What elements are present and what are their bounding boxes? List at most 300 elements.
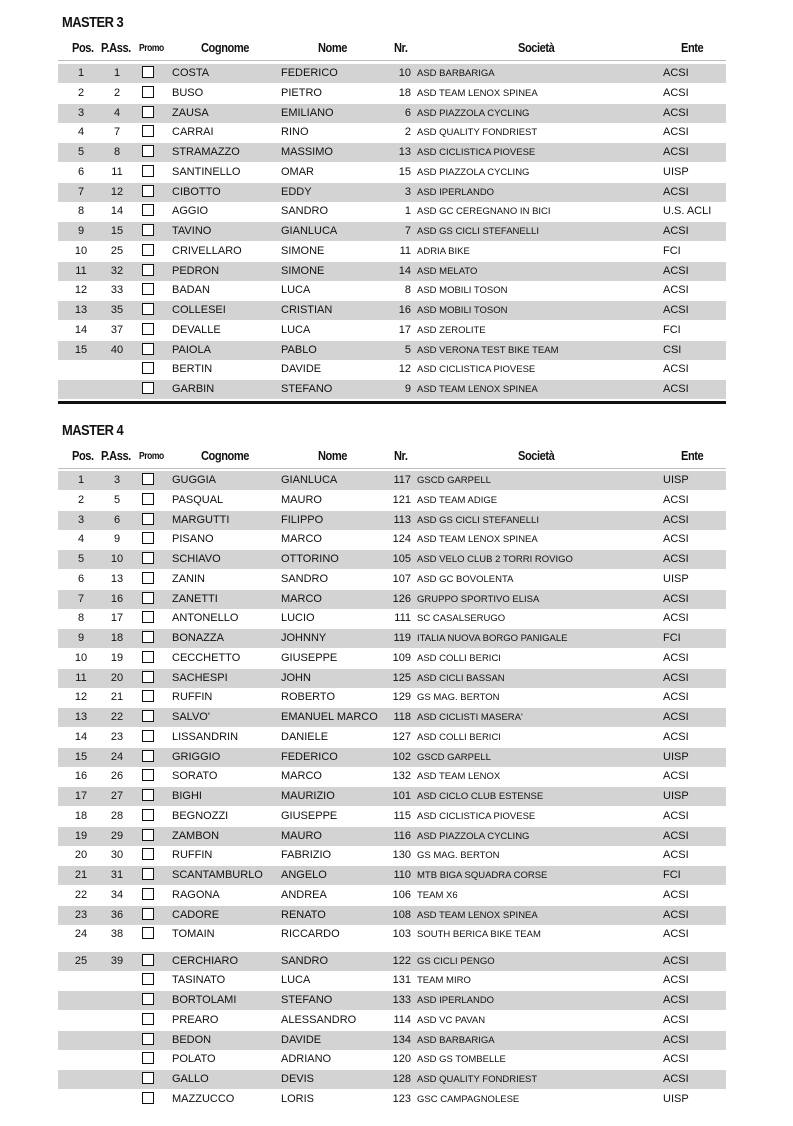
header-nr: Nr. [394,40,408,55]
ente-cell: ACSI [663,994,689,1006]
cognome-cell: ZANETTI [172,592,218,605]
promo-checkbox[interactable] [142,1013,154,1025]
position-cell: 15 [74,343,88,356]
ente-cell: FCI [663,632,681,644]
nome-cell: ALESSANDRO [281,1013,357,1026]
table-row [58,787,726,806]
ente-cell: ACSI [663,809,689,822]
nome-cell: DAVIDE [281,1033,322,1046]
position-cell: 4 [77,126,85,139]
cognome-cell: ANTONELLO [172,612,239,625]
table-row [58,827,726,846]
position-cell: 3 [77,513,85,526]
position-cell: 3 [77,106,85,119]
promo-checkbox[interactable] [142,473,154,485]
nome-cell: OTTORINO [281,553,339,565]
promo-checkbox[interactable] [142,185,154,197]
header-cognome: Cognome [201,448,249,463]
societa-cell: ASD TEAM ADIGE [417,494,498,506]
assigned-number-cell: 32 [110,264,124,277]
societa-cell: ASD COLLI BERICI [417,652,501,664]
cognome-cell: RAGONA [172,888,220,901]
ente-cell: ACSI [663,126,689,139]
ente-cell: ACSI [663,730,689,743]
societa-cell: ASD TEAM LENOX SPINEA [417,87,538,99]
ente-cell: ACSI [663,553,689,565]
assigned-number-cell: 21 [110,691,124,704]
cognome-cell: TAVINO [172,225,212,237]
bib-number-cell: 108 [392,908,411,921]
bib-number-cell: 14 [398,264,411,277]
bib-number-cell: 118 [393,711,411,723]
assigned-number-cell: 24 [110,750,124,763]
table-row [58,767,726,786]
ente-cell: ACSI [663,146,689,158]
promo-checkbox[interactable] [142,145,154,157]
societa-cell: ASD CICLO CLUB ESTENSE [417,791,544,802]
societa-cell: GS CICLI PENGO [417,955,495,967]
table-row [58,301,726,320]
societa-cell: ASD IPERLANDO [417,995,495,1006]
cognome-cell: PREARO [172,1013,219,1026]
ente-cell: U.S. ACLI [663,205,712,218]
promo-checkbox[interactable] [142,224,154,236]
assigned-number-cell: 10 [110,553,124,565]
assigned-number-cell: 13 [110,572,124,585]
ente-cell: FCI [663,323,681,336]
promo-checkbox[interactable] [142,973,154,985]
cognome-cell: CARRAI [172,126,214,139]
assigned-number-cell: 3 [113,474,121,486]
promo-checkbox[interactable] [142,532,154,544]
societa-cell: ASD COLLI BERICI [417,731,501,743]
promo-checkbox[interactable] [142,125,154,137]
ente-cell: ACSI [663,592,689,605]
ente-cell: ACSI [663,671,689,684]
assigned-number-cell: 28 [110,809,124,822]
header-cognome: Cognome [201,40,249,55]
nome-cell: DANIELE [281,730,329,743]
societa-cell: GS MAG. BERTON [417,850,500,862]
societa-cell: MTB BIGA SQUADRA CORSE [417,870,548,881]
table-row [58,84,726,103]
promo-checkbox[interactable] [142,592,154,604]
nome-cell: LUCA [281,284,311,297]
promo-checkbox[interactable] [142,343,154,355]
nome-cell: MAURO [281,829,322,842]
bib-number-cell: 130 [392,849,411,862]
nome-cell: MAURIZIO [281,790,335,802]
nome-cell: JOHNNY [281,632,327,644]
assigned-number-cell: 34 [110,888,124,901]
nome-cell: ANGELO [281,869,327,881]
master3-column-headers [0,40,793,60]
master4-column-headers [0,448,793,468]
promo-checkbox[interactable] [142,1092,154,1104]
societa-cell: ASD MOBILI TOSON [417,285,508,297]
cognome-cell: SORATO [172,770,218,783]
bib-number-cell: 126 [392,592,411,605]
assigned-number-cell: 17 [110,612,124,625]
assigned-number-cell: 12 [110,185,124,198]
assigned-number-cell: 14 [110,205,124,218]
promo-checkbox[interactable] [142,303,154,315]
bib-number-cell: 120 [392,1053,411,1066]
societa-cell: ASD MELATO [417,265,478,277]
nome-cell: JOHN [281,671,311,684]
assigned-number-cell: 18 [110,632,124,644]
assigned-number-cell: 37 [110,323,124,336]
ente-cell: ACSI [663,106,689,119]
position-cell: 11 [75,671,87,684]
societa-cell: ASD PIAZZOLA CYCLING [417,830,530,842]
ente-cell: ACSI [663,1073,689,1085]
table-row [58,886,726,905]
table-row [58,688,726,707]
assigned-number-cell: 36 [110,908,124,921]
position-cell: 6 [77,572,85,585]
ente-cell: ACSI [663,691,689,704]
position-cell: 2 [77,86,85,99]
promo-checkbox[interactable] [142,829,154,841]
promo-checkbox[interactable] [142,165,154,177]
nome-cell: GIANLUCA [281,474,338,486]
cognome-cell: ZAUSA [172,106,209,119]
table-row [58,281,726,300]
header-nome: Nome [318,448,348,463]
bib-number-cell: 11 [399,244,411,257]
bib-number-cell: 115 [393,809,411,822]
nome-cell: EMILIANO [281,106,334,119]
assigned-number-cell: 30 [110,849,124,862]
promo-checkbox[interactable] [142,809,154,821]
promo-checkbox[interactable] [142,750,154,762]
nome-cell: GIUSEPPE [281,809,338,822]
bib-number-cell: 134 [392,1033,411,1046]
societa-cell: ASD CICLISTICA PIOVESE [417,364,536,376]
cognome-cell: COLLESEI [172,304,226,316]
bib-number-cell: 13 [398,146,411,158]
table-row [58,1050,726,1069]
promo-checkbox[interactable] [142,1072,154,1084]
bib-number-cell: 129 [392,691,411,704]
bib-number-cell: 16 [398,304,411,316]
societa-cell: ASD PIAZZOLA CYCLING [417,107,530,119]
nome-cell: SIMONE [281,244,325,257]
position-cell: 1 [77,474,85,486]
ente-cell: ACSI [663,264,689,277]
position-cell: 24 [74,928,88,941]
table-row [58,360,726,379]
table-row [58,1090,726,1109]
cognome-cell: TASINATO [172,974,226,987]
bib-number-cell: 2 [404,126,411,139]
bib-number-cell: 116 [393,829,411,842]
promo-checkbox[interactable] [142,888,154,900]
cognome-cell: CECCHETTO [172,651,241,664]
table-row [58,649,726,668]
header-nome: Nome [318,40,348,55]
cognome-cell: PISANO [172,533,214,546]
ente-cell: ACSI [663,711,689,723]
table-row [58,163,726,182]
header-promo: Promo [139,451,164,462]
assigned-number-cell: 35 [110,304,124,316]
ente-cell: ACSI [663,1033,689,1046]
promo-checkbox[interactable] [142,908,154,920]
ente-cell: ACSI [663,829,689,842]
societa-cell: ASD QUALITY FONDRIEST [417,127,538,139]
table-row [58,550,726,569]
position-cell: 12 [74,284,88,297]
ente-cell: UISP [663,474,689,486]
bib-number-cell: 10 [398,67,411,79]
promo-checkbox[interactable] [142,690,154,702]
cognome-cell: MAZZUCCO [172,1092,235,1105]
promo-checkbox[interactable] [142,493,154,505]
societa-cell: ASD TEAM LENOX [417,771,501,783]
position-cell: 11 [75,264,87,277]
cognome-cell: BEDON [172,1033,212,1046]
table-row [58,629,726,648]
nome-cell: DAVIDE [281,363,322,376]
nome-cell: MARCO [281,592,322,605]
assigned-number-cell: 31 [110,869,124,881]
assigned-number-cell: 33 [110,284,124,297]
position-cell: 14 [74,323,88,336]
promo-checkbox[interactable] [142,513,154,525]
position-cell: 1 [77,67,85,79]
promo-checkbox[interactable] [142,572,154,584]
cognome-cell: POLATO [172,1053,216,1066]
ente-cell: UISP [663,572,689,585]
table-row [58,906,726,925]
assigned-number-cell: 20 [110,671,124,684]
promo-checkbox[interactable] [142,769,154,781]
promo-checkbox[interactable] [142,848,154,860]
ente-cell: UISP [663,165,689,178]
table-row [58,807,726,826]
table-row [58,748,726,767]
promo-checkbox[interactable] [142,631,154,643]
bib-number-cell: 121 [392,493,411,506]
societa-cell: ASD BARBARIGA [417,68,495,79]
position-cell: 8 [77,205,85,218]
table-row [58,952,726,971]
assigned-number-cell: 26 [110,770,124,783]
cognome-cell: ZAMBON [172,829,220,842]
table-row [58,846,726,865]
cognome-cell: SCHIAVO [172,553,221,565]
promo-checkbox[interactable] [142,283,154,295]
bib-number-cell: 127 [392,730,411,743]
cognome-cell: GUGGIA [172,474,217,486]
table-row [58,511,726,530]
nome-cell: LUCIO [281,612,315,625]
assigned-number-cell: 6 [113,513,121,526]
bib-number-cell: 5 [404,343,411,356]
cognome-cell: BUSO [172,86,204,99]
societa-cell: GSCD GARPELL [417,751,491,763]
bib-number-cell: 15 [398,165,411,178]
nome-cell: PIETRO [281,86,322,99]
cognome-cell: CRIVELLARO [172,244,242,257]
promo-checkbox[interactable] [142,993,154,1005]
promo-checkbox[interactable] [142,264,154,276]
promo-checkbox[interactable] [142,710,154,722]
table-row [58,590,726,609]
nome-cell: MAURO [281,493,322,506]
table-row [58,471,726,490]
promo-checkbox[interactable] [142,1033,154,1045]
table-row [58,202,726,221]
position-cell: 10 [74,244,88,257]
table-row [58,708,726,727]
header-promo: Promo [139,43,164,54]
promo-checkbox[interactable] [142,244,154,256]
cognome-cell: COSTA [172,67,210,79]
ente-cell: ACSI [663,304,689,316]
societa-cell: ASD TEAM LENOX SPINEA [417,909,538,921]
bib-number-cell: 131 [392,974,411,987]
cognome-cell: CERCHIARO [172,954,239,967]
ente-cell: ACSI [663,533,689,546]
position-cell: 21 [74,869,88,881]
nome-cell: RINO [281,126,309,139]
position-cell: 20 [74,849,88,862]
societa-cell: ASD CICLI BASSAN [417,672,505,684]
position-cell: 22 [74,888,88,901]
nome-cell: LUCA [281,323,311,336]
societa-cell: ASD BARBARIGA [417,1034,495,1046]
cognome-cell: LISSANDRIN [172,730,239,743]
nome-cell: PABLO [281,343,317,356]
promo-checkbox[interactable] [142,552,154,564]
master4-header-rule [58,468,726,469]
promo-checkbox[interactable] [142,651,154,663]
ente-cell: ACSI [663,1013,689,1026]
table-row [58,866,726,885]
header-ente: Ente [681,448,704,463]
promo-checkbox[interactable] [142,204,154,216]
ente-cell: ACSI [663,67,689,79]
societa-cell: ASD GS CICLI STEFANELLI [417,514,539,526]
promo-checkbox[interactable] [142,382,154,394]
position-cell: 16 [74,770,88,783]
societa-cell: ASD CICLISTICA PIOVESE [417,147,536,158]
promo-checkbox[interactable] [142,362,154,374]
nome-cell: SANDRO [281,572,329,585]
position-cell: 6 [77,165,85,178]
promo-checkbox[interactable] [142,868,154,880]
bib-number-cell: 17 [398,323,411,336]
position-cell: 18 [74,809,88,822]
bib-number-cell: 117 [393,474,411,486]
cognome-cell: GALLO [172,1073,209,1085]
promo-checkbox[interactable] [142,66,154,78]
nome-cell: GIUSEPPE [281,651,338,664]
table-row [58,104,726,123]
nome-cell: GIANLUCA [281,225,338,237]
societa-cell: ASD GC CEREGNANO IN BICI [417,206,551,218]
nome-cell: EDDY [281,185,312,198]
ente-cell: ACSI [663,185,689,198]
societa-cell: ASD TEAM LENOX SPINEA [417,534,538,546]
header-societa: Società [518,448,555,463]
position-cell: 8 [77,612,85,625]
assigned-number-cell: 2 [113,86,121,99]
bib-number-cell: 111 [394,612,411,625]
cognome-cell: PAIOLA [172,343,211,356]
promo-checkbox[interactable] [142,323,154,335]
cognome-cell: BONAZZA [172,632,224,644]
position-cell: 12 [74,691,88,704]
societa-cell: ASD ZEROLITE [417,324,486,336]
ente-cell: FCI [663,869,681,881]
promo-checkbox[interactable] [142,1052,154,1064]
assigned-number-cell: 27 [110,790,124,802]
nome-cell: CRISTIAN [281,304,333,316]
assigned-number-cell: 4 [113,106,121,119]
assigned-number-cell: 39 [110,954,124,967]
ente-cell: FCI [663,244,681,257]
bib-number-cell: 109 [392,651,411,664]
assigned-number-cell: 7 [113,126,121,139]
ente-cell: ACSI [663,513,689,526]
societa-cell: ASD GS TOMBELLE [417,1054,506,1066]
societa-cell: ASD VC PAVAN [417,1014,486,1026]
promo-checkbox[interactable] [142,86,154,98]
societa-cell: TEAM X6 [417,889,458,901]
nome-cell: SANDRO [281,205,329,218]
promo-checkbox[interactable] [142,789,154,801]
promo-checkbox[interactable] [142,611,154,623]
ente-cell: CSI [663,343,682,356]
cognome-cell: BEGNOZZI [172,809,229,822]
assigned-number-cell: 40 [110,343,124,356]
cognome-cell: AGGIO [172,205,209,218]
societa-cell: ASD VERONA TEST BIKE TEAM [417,344,559,356]
bib-number-cell: 18 [398,86,411,99]
societa-cell: SC CASALSERUGO [417,613,506,625]
ente-cell: ACSI [663,86,689,99]
promo-checkbox[interactable] [142,927,154,939]
nome-cell: ROBERTO [281,691,335,704]
assigned-number-cell: 23 [110,730,124,743]
bib-number-cell: 124 [392,533,411,546]
cognome-cell: BORTOLAMI [172,994,237,1006]
bib-number-cell: 125 [392,671,411,684]
table-row [58,380,726,399]
societa-cell: ASD MOBILI TOSON [417,305,508,316]
position-cell: 10 [74,651,88,664]
master3-header-rule [58,60,726,61]
promo-checkbox[interactable] [142,730,154,742]
nome-cell: ADRIANO [281,1053,332,1066]
nome-cell: FILIPPO [281,513,324,526]
table-row [58,341,726,360]
promo-checkbox[interactable] [142,954,154,966]
header-societa: Società [518,40,555,55]
cognome-cell: RUFFIN [172,691,213,704]
position-cell: 25 [74,954,88,967]
promo-checkbox[interactable] [142,671,154,683]
nome-cell: LORIS [281,1092,315,1105]
table-row [58,242,726,261]
promo-checkbox[interactable] [142,106,154,118]
table-row [58,991,726,1010]
bib-number-cell: 7 [404,225,411,237]
